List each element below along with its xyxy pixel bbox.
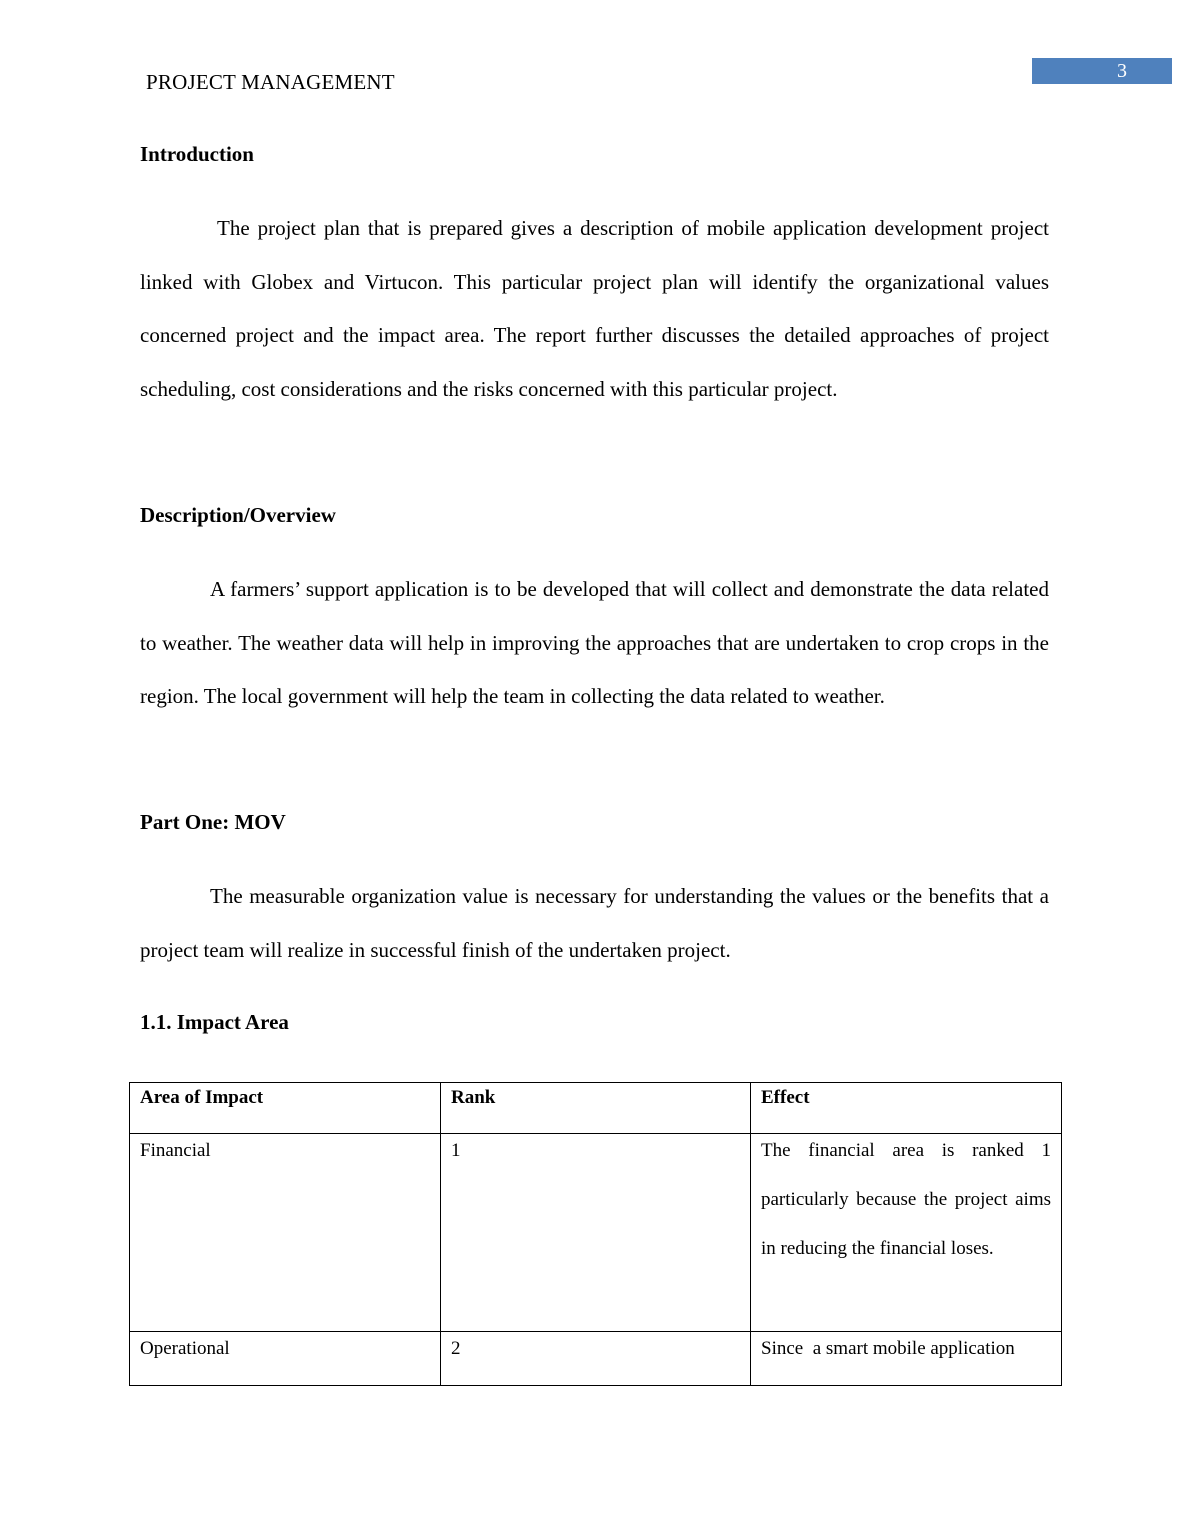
cell-rank xyxy=(441,1134,751,1332)
cell-effect-text: Since a smart mobile application xyxy=(761,1338,1015,1359)
page-number: 3 xyxy=(1032,58,1172,84)
cell-effect-text: The financial area is ranked 1 particularly because the project aims in reducing the financial loses. xyxy=(761,1140,1051,1259)
cell-area xyxy=(130,1134,441,1332)
table-row xyxy=(130,1134,1062,1332)
heading-introduction: Introduction xyxy=(140,142,254,166)
column-header-area: Area of Impact xyxy=(130,1083,441,1134)
cell-effect xyxy=(751,1134,1062,1332)
paragraph-mov: The measurable organization value is necessary for understanding the values or the benefits that a project team will realize in successful finish of the undertaken project. xyxy=(140,884,1049,962)
column-header-rank: Rank xyxy=(441,1083,751,1134)
cell-rank-text: 1 xyxy=(451,1140,461,1161)
cell-rank xyxy=(441,1332,751,1386)
heading-overview: Description/Overview xyxy=(140,503,336,527)
table-row xyxy=(130,1332,1062,1386)
cell-effect xyxy=(751,1332,1062,1386)
column-header-effect: Effect xyxy=(751,1083,1062,1134)
heading-mov: Part One: MOV xyxy=(140,810,286,834)
running-header-title: PROJECT MANAGEMENT xyxy=(146,70,395,94)
impact-area-table xyxy=(129,1082,1062,1386)
heading-impact-area: 1.1. Impact Area xyxy=(140,1010,289,1034)
cell-area-text: Financial xyxy=(140,1140,211,1161)
cell-rank-text: 2 xyxy=(451,1338,461,1359)
paragraph-introduction: The project plan that is prepared gives a description of mobile application development project linked with Globex and Virtucon. This particular project plan will identify the organizational values concerned project and the impact area. The report further discusses the detailed approaches of project scheduling, cost considerations and the risks concerned with this particular project. xyxy=(140,216,1049,401)
cell-area-text: Operational xyxy=(140,1338,230,1359)
cell-area xyxy=(130,1332,441,1386)
paragraph-overview: A farmers’ support application is to be developed that will collect and demonstrate the data related to weather. The weather data will help in improving the approaches that are undertaken to crop crops in the region. The local government will help the team in collecting the data related to weather. xyxy=(140,577,1049,709)
